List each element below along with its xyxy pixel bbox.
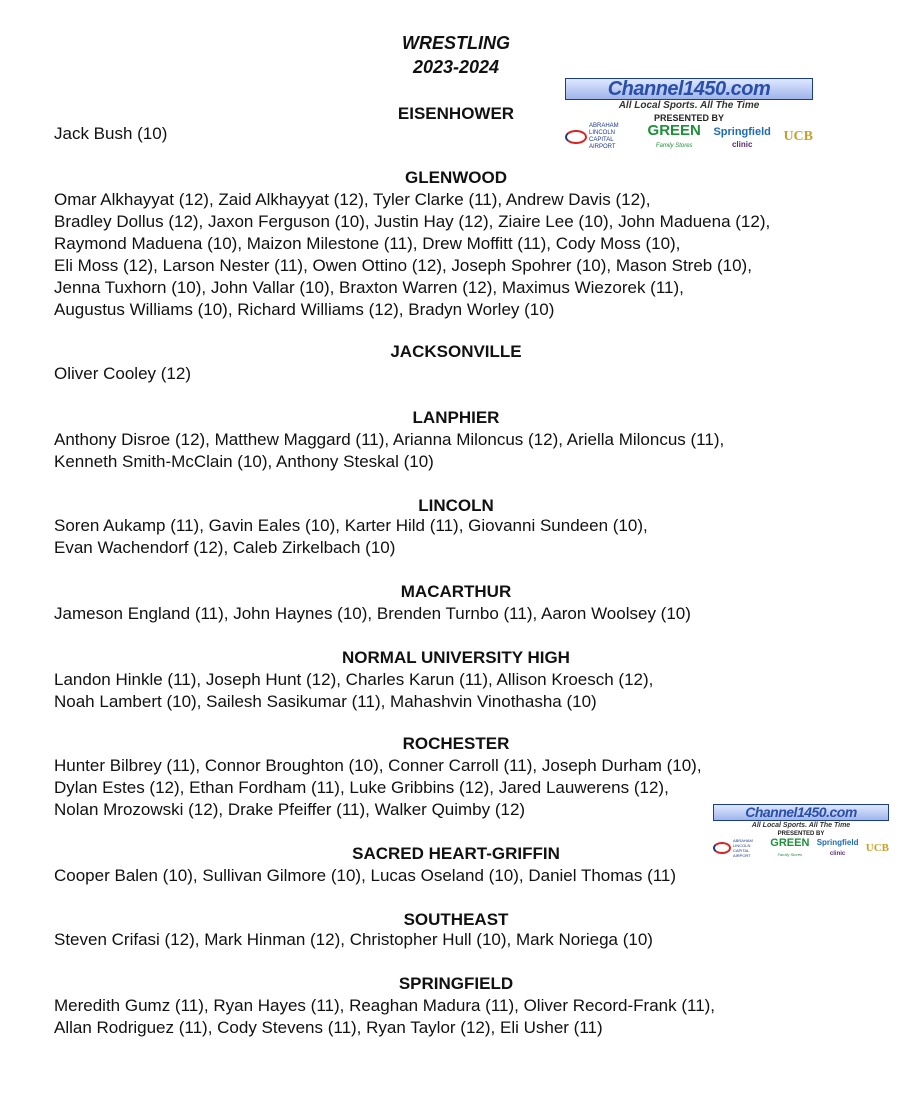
roster-line: Augustus Williams (10), Richard Williams (12), Bradyn Worley (10)	[54, 300, 555, 319]
roster-line: Dylan Estes (12), Ethan Fordham (11), Luke Gribbins (12), Jared Lauwerens (12),	[54, 778, 669, 797]
airport-sponsor-logo: ABRAHAM LINCOLN CAPITAL AIRPORT	[713, 838, 763, 858]
school-heading: ROCHESTER	[402, 734, 510, 753]
roster-line: Noah Lambert (10), Sailesh Sasikumar (11), Mahashvin Vinothasha (10)	[54, 692, 597, 711]
roster-line: Eli Moss (12), Larson Nester (11), Owen Ottino (12), Joseph Spohrer (10), Mason Streb (10),	[54, 256, 752, 275]
roster-line: Jameson England (11), John Haynes (10), Brenden Turnbo (11), Aaron Woolsey (10)	[54, 604, 691, 623]
ucb-logo: UCB	[783, 129, 813, 144]
roster-list	[54, 515, 874, 559]
roster-line: Allan Rodriguez (11), Cody Stevens (11), Ryan Taylor (12), Eli Usher (11)	[54, 1018, 603, 1037]
school-heading: LINCOLN	[418, 496, 494, 515]
roster-list	[54, 929, 874, 951]
roster-line: Evan Wachendorf (12), Caleb Zirkelbach (10)	[54, 538, 396, 557]
green-sponsor-logo: GREEN Family Stores	[647, 122, 701, 149]
school-heading: GLENWOOD	[405, 168, 507, 187]
school-heading: SACRED HEART-GRIFFIN	[352, 844, 560, 863]
roster-line: Omar Alkhayyat (12), Zaid Alkhayyat (12), Tyler Clarke (11), Andrew Davis (12),	[54, 190, 651, 209]
school-heading: MACARTHUR	[400, 582, 512, 601]
springfield-clinic-logo: Springfield clinic	[816, 838, 859, 857]
roster-list	[54, 189, 874, 321]
roster-list	[54, 429, 874, 473]
logo-tagline: All Local Sports. All The Time	[618, 100, 760, 111]
roster-line: Raymond Maduena (10), Maizon Milestone (11), Drew Moffitt (11), Cody Moss (10),	[54, 234, 681, 253]
roster-list	[54, 865, 874, 887]
roster-line: Soren Aukamp (11), Gavin Eales (10), Karter Hild (11), Giovanni Sundeen (10),	[54, 516, 648, 535]
airport-sponsor-logo: ABRAHAM LINCOLN CAPITAL AIRPORT	[565, 123, 635, 151]
school-heading: LANPHIER	[412, 408, 500, 427]
green-sponsor-logo: GREEN Family Stores	[770, 837, 810, 857]
logo-presented-by: PRESENTED BY	[777, 831, 825, 837]
logo-brand-text: Channel1450.com	[565, 78, 813, 100]
logo-presented-by: PRESENTED BY	[653, 113, 724, 123]
school-heading: SOUTHEAST	[403, 910, 509, 929]
roster-list	[54, 669, 874, 713]
roster-line: Cooper Balen (10), Sullivan Gilmore (10), Lucas Oseland (10), Daniel Thomas (11)	[54, 866, 677, 885]
school-heading: JACKSONVILLE	[390, 342, 522, 361]
roster-line: Hunter Bilbrey (11), Connor Broughton (10), Conner Carroll (11), Joseph Durham (10),	[54, 756, 702, 775]
roster-list	[54, 995, 874, 1039]
logo-tagline: All Local Sports. All The Time	[751, 822, 851, 829]
roster-list	[54, 123, 874, 145]
roster-line: Meredith Gumz (11), Ryan Hayes (11), Reaghan Madura (11), Oliver Record-Frank (11),	[54, 996, 716, 1015]
roster-list	[54, 755, 874, 821]
season-label: 2023-2024	[412, 57, 500, 77]
roster-line: Landon Hinkle (11), Joseph Hunt (12), Charles Karun (11), Allison Kroesch (12),	[54, 670, 654, 689]
roster-line: Oliver Cooley (12)	[54, 364, 191, 383]
ucb-logo: UCB	[865, 842, 889, 854]
roster-line: Jack Bush (10)	[54, 124, 168, 143]
roster-list	[54, 363, 874, 385]
roster-line: Jenna Tuxhorn (10), John Vallar (10), Braxton Warren (12), Maximus Wiezorek (11),	[54, 278, 684, 297]
roster-line: Nolan Mrozowski (12), Drake Pfeiffer (11), Walker Quimby (12)	[54, 800, 526, 819]
school-heading: SPRINGFIELD	[398, 974, 514, 993]
springfield-clinic-logo: Springfield clinic	[713, 125, 771, 149]
roster-line: Kenneth Smith-McClain (10), Anthony Steskal (10)	[54, 452, 434, 471]
document-title: WRESTLING	[402, 33, 510, 53]
logo-brand-text: Channel1450.com	[713, 804, 889, 821]
roster-line: Bradley Dollus (12), Jaxon Ferguson (10), Justin Hay (12), Ziaire Lee (10), John Maduena (12),	[54, 212, 771, 231]
roster-list	[54, 603, 874, 625]
school-heading: EISENHOWER	[397, 104, 515, 123]
roster-line: Steven Crifasi (12), Mark Hinman (12), Christopher Hull (10), Mark Noriega (10)	[54, 930, 653, 949]
roster-line: Anthony Disroe (12), Matthew Maggard (11), Arianna Miloncus (12), Ariella Miloncus (11),	[54, 430, 725, 449]
school-heading: NORMAL UNIVERSITY HIGH	[342, 648, 570, 667]
